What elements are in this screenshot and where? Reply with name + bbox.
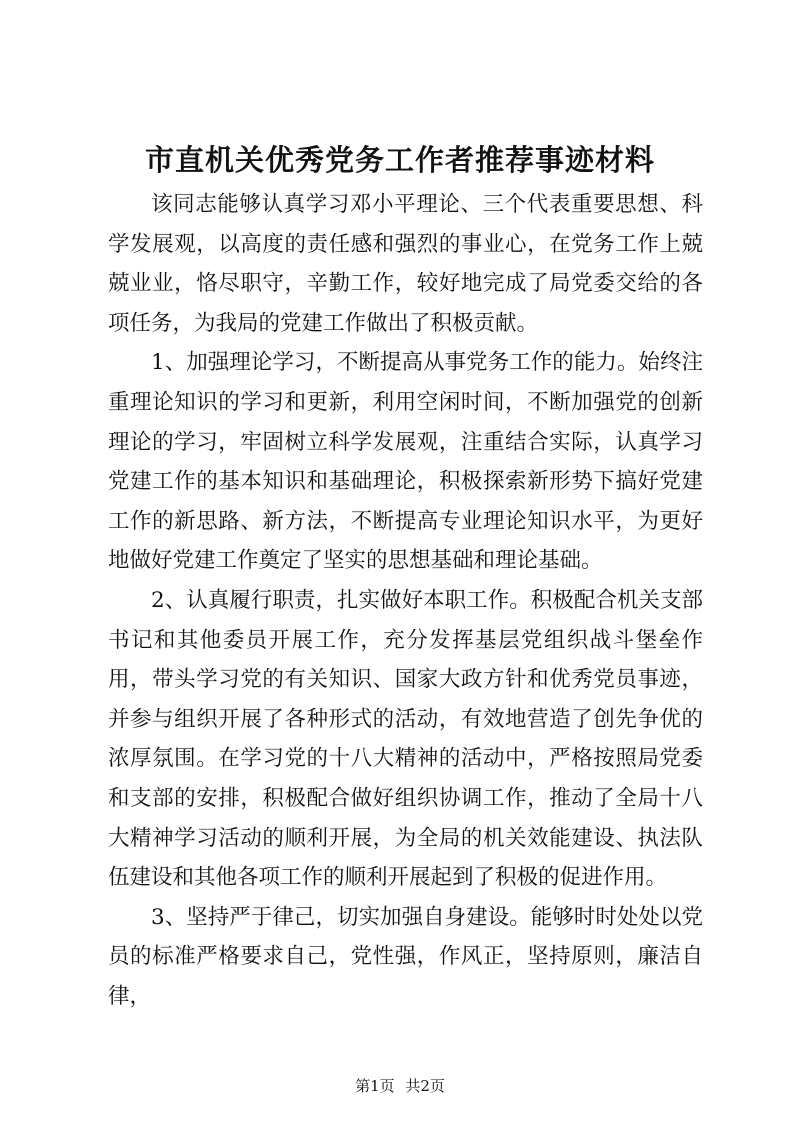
page-number-current: 第1页 (355, 1077, 395, 1095)
document-body (108, 185, 703, 1016)
page-footer (0, 1075, 800, 1097)
paragraph-self-discipline: 3、坚持严于律己，切实加强自身建设。能够时时处处以党员的标准严格要求自己，党性强，作风正，坚持原则，廉洁自律， (108, 904, 703, 1009)
paragraph-intro: 该同志能够认真学习邓小平理论、三个代表重要思想、科学发展观，以高度的责任感和强烈的事业心，在党务工作上兢兢业业，恪尽职守，辛勤工作，较好地完成了局党委交给的各项任务，为我局的党建工作做出了积极贡献。 (108, 192, 703, 336)
paragraph-theory-study: 1、加强理论学习，不断提高从事党务工作的能力。始终注重理论知识的学习和更新，利用空闲时间，不断加强党的创新理论的学习，牢固树立科学发展观，注重结合实际，认真学习党建工作的基本知识和基础理论，积极探索新形势下搞好党建工作的新思路、新方法，不断提高专业理论知识水平，为更好地做好党建工作奠定了坚实的思想基础和理论基础。 (108, 350, 703, 574)
page-title: 市直机关优秀党务工作者推荐事迹材料 (144, 143, 655, 177)
page-number-total: 共2页 (405, 1077, 445, 1095)
paragraph-duties: 2、认真履行职责，扎实做好本职工作。积极配合机关支部书记和其他委员开展工作，充分发挥基层党组织战斗堡垒作用，带头学习党的有关知识、国家大政方针和优秀党员事迹，并参与组织开展了各种形式的活动，有效地营造了创先争优的浓厚氛围。在学习党的十八大精神的活动中，严格按照局党委和支部的安排，积极配合做好组织协调工作，推动了全局十八大精神学习活动的顺利开展，为全局的机关效能建设、执法队伍建设和其他各项工作的顺利开展起到了积极的促进作用。 (108, 587, 703, 891)
